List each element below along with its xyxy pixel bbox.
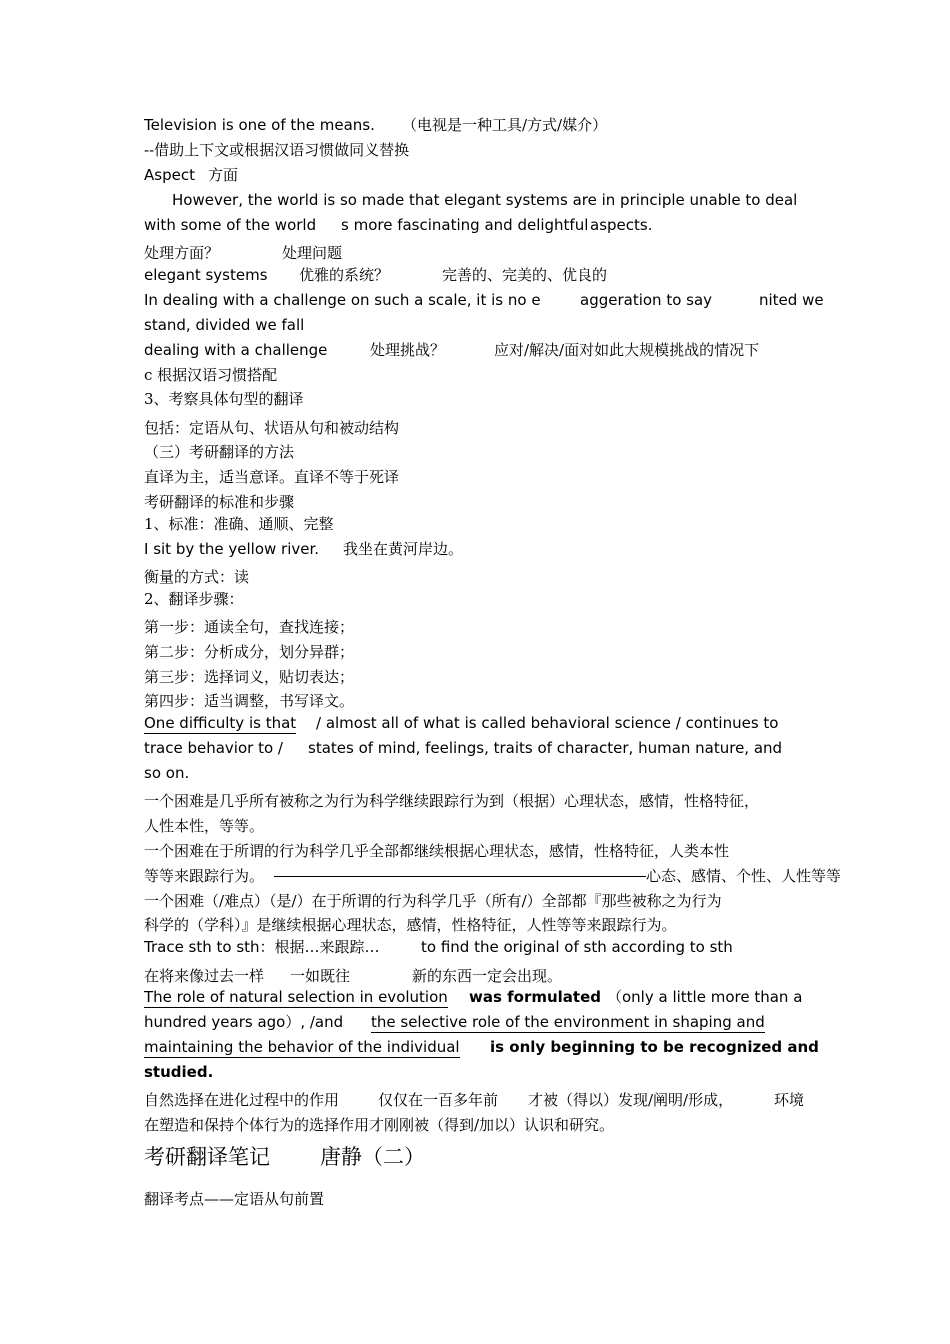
- text-line: [144, 867, 842, 885]
- text-line: [144, 116, 608, 134]
- text-line: [144, 988, 803, 1006]
- text-line: 在塑造和保持个体行为的选择作用才刚刚被（得到/加以）认识和研究。: [144, 1116, 615, 1134]
- list-item: 第三步：选择词义，贴切表达；: [144, 668, 355, 686]
- chinese-note: 仅仅在一百多年前: [378, 1091, 499, 1109]
- text-line: [144, 244, 343, 262]
- english-term: Aspect: [144, 166, 195, 184]
- section-heading: 3、考察具体句型的翻译: [144, 390, 304, 408]
- english-fragment: aggeration to say: [580, 291, 713, 309]
- english-term: dealing with a challenge: [144, 341, 328, 359]
- chinese-note: 应对/解决/面对如此大规模挑战的情况下: [494, 341, 760, 359]
- chinese-note: 完善的、完美的、优良的: [442, 266, 608, 284]
- english-fragment: with some of the world: [144, 216, 317, 234]
- chinese-note: 等等来跟踪行为。: [144, 867, 265, 885]
- chinese-gloss: 方面: [208, 166, 239, 184]
- underlined-phrase: maintaining the behavior of the individual: [144, 1038, 460, 1056]
- english-sentence: Television is one of the means.: [144, 116, 375, 134]
- text-line: so on.: [144, 764, 190, 782]
- text-line: c 根据汉语习惯搭配: [144, 366, 278, 384]
- text-line: [144, 714, 779, 732]
- text-line: [144, 291, 824, 309]
- chinese-note: 处理挑战？: [370, 341, 446, 359]
- english-fragment: s more fascinating and delightful: [341, 216, 589, 234]
- chinese-note: 才被（得以）发现/阐明/形成，: [528, 1091, 734, 1109]
- english-fragment: to find the original of sth according to sth: [421, 938, 733, 956]
- chinese-note: 新的东西一定会出现。: [412, 967, 563, 985]
- text-line: studied.: [144, 1063, 214, 1081]
- text-line: 1、标准：准确、通顺、完整: [144, 515, 334, 533]
- english-fragment: trace behavior to /: [144, 739, 283, 757]
- section-heading: 考研翻译的标准和步骤: [144, 493, 295, 511]
- chinese-note: 自然选择在进化过程中的作用: [144, 1091, 340, 1109]
- list-item: 第四步：适当调整，书写译文。: [144, 692, 355, 710]
- text-line: stand, divided we fall: [144, 316, 305, 334]
- chinese-note: 心态、感情、个性、人性等等: [646, 867, 842, 885]
- text-line: 一个困难在于所谓的行为科学几乎全部都继续根据心理状态，感情，性格特征，人类本性: [144, 842, 730, 860]
- text-line: [144, 739, 783, 757]
- section-heading: （三）考研翻译的方法: [144, 443, 295, 461]
- chinese-gloss: （电视是一种工具/方式/媒介）: [402, 116, 608, 134]
- bold-phrase: is only beginning to be recognized and: [490, 1038, 819, 1056]
- chinese-note: 处理问题: [282, 244, 343, 262]
- text-line: 人性本性，等等。: [144, 817, 265, 835]
- chinese-note: 在将来像过去一样: [144, 967, 265, 985]
- underlined-phrase: the selective role of the environment in shaping and: [371, 1013, 765, 1031]
- underlined-phrase: One difficulty is that: [144, 714, 297, 732]
- text-line: 一个困难是几乎所有被称之为行为科学继续跟踪行为到（根据）心理状态，感情，性格特征，: [144, 792, 760, 810]
- chinese-gloss: 我坐在黄河岸边。: [343, 540, 464, 558]
- text-line: --借助上下文或根据汉语习惯做同义替换: [144, 141, 410, 159]
- text-line: [144, 1013, 765, 1031]
- text-line: 包括：定语从句、状语从句和被动结构: [144, 419, 400, 437]
- title-part: 唐静（二）: [320, 1145, 425, 1169]
- chinese-note: 处理方面？: [144, 244, 220, 262]
- text-line: [144, 341, 760, 359]
- dash-rule: [274, 876, 646, 877]
- chinese-note: 一如既往: [290, 967, 351, 985]
- english-fragment: hundred years ago）, /and: [144, 1013, 344, 1031]
- text-line: 直译为主，适当意译。直译不等于死译: [144, 468, 400, 486]
- english-fragment: aspects.: [590, 216, 653, 234]
- chinese-note: 环境: [774, 1091, 805, 1109]
- title-part: 考研翻译笔记: [144, 1145, 270, 1169]
- english-term: Trace sth to sth：根据…来跟踪…: [144, 938, 380, 956]
- document-title: [144, 1144, 425, 1170]
- section-heading: 翻译考点——定语从句前置: [144, 1190, 325, 1208]
- text-line: [144, 216, 653, 234]
- english-fragment: nited we: [759, 291, 824, 309]
- english-fragment: / almost all of what is called behavioral science / continues to: [316, 714, 779, 732]
- text-line: [144, 1038, 819, 1056]
- text-line: [144, 938, 733, 956]
- underlined-phrase: The role of natural selection in evolution: [144, 988, 448, 1006]
- text-line: [144, 540, 464, 558]
- text-line: [144, 967, 563, 985]
- chinese-note: 优雅的系统？: [299, 266, 390, 284]
- text-line: 2、翻译步骤：: [144, 590, 244, 608]
- english-fragment: （only a little more than a: [607, 988, 803, 1006]
- text-line: 衡量的方式：读: [144, 568, 250, 586]
- text-line: [144, 266, 608, 284]
- text-line: However, the world is so made that elegant systems are in principle unable to deal: [172, 191, 798, 209]
- text-line: 一个困难（/难点）（是/）在于所谓的行为科学几乎（所有/）全部都『那些被称之为行为: [144, 892, 722, 910]
- english-term: elegant systems: [144, 266, 268, 284]
- text-line: [144, 1091, 805, 1109]
- english-fragment: states of mind, feelings, traits of character, human nature, and: [308, 739, 783, 757]
- english-fragment: In dealing with a challenge on such a scale, it is no e: [144, 291, 541, 309]
- text-line: [144, 166, 239, 184]
- list-item: 第二步：分析成分，划分异群；: [144, 643, 355, 661]
- bold-phrase: was formulated: [469, 988, 602, 1006]
- english-sentence: I sit by the yellow river.: [144, 540, 320, 558]
- list-item: 第一步：通读全句，查找连接；: [144, 618, 355, 636]
- text-line: 科学的（学科）』是继续根据心理状态，感情，性格特征，人性等等来跟踪行为。: [144, 916, 677, 934]
